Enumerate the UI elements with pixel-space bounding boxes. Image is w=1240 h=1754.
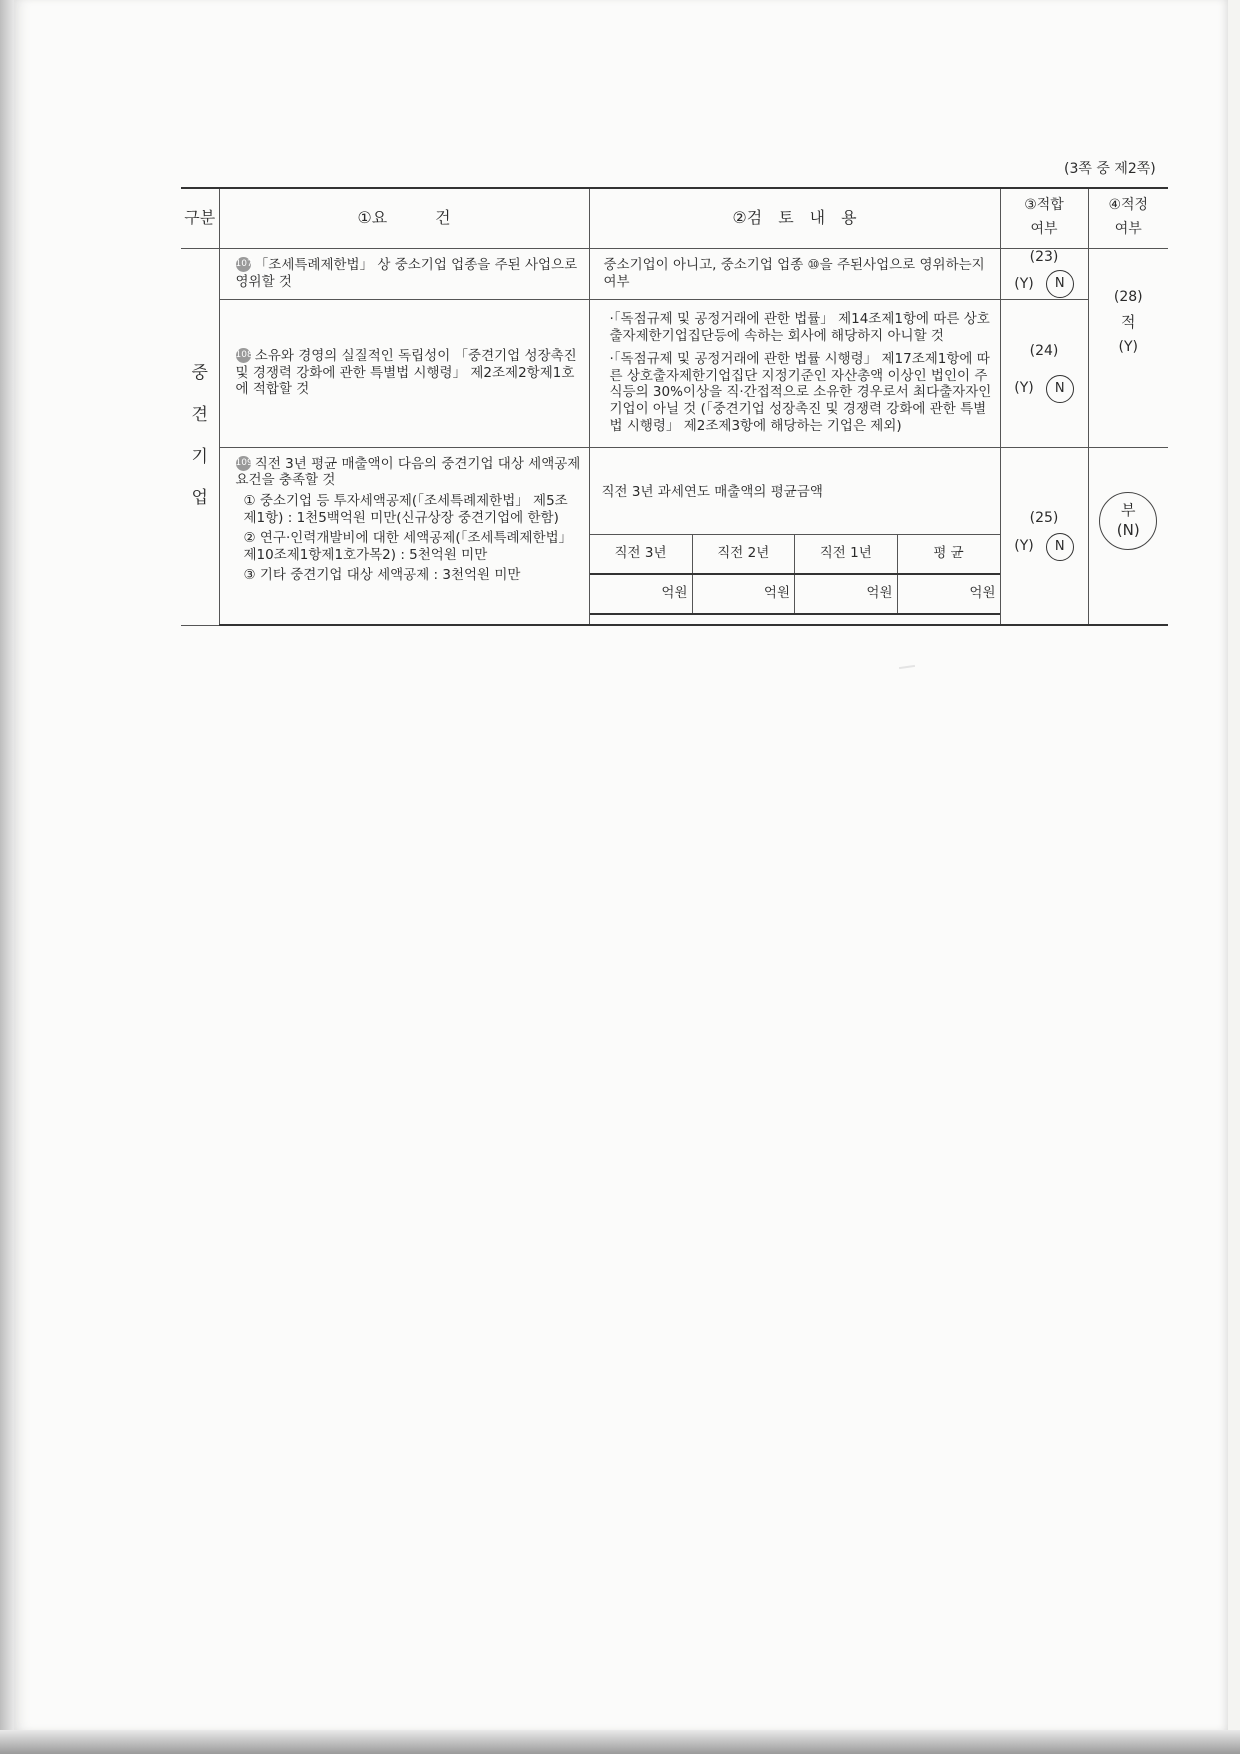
requirement-sub-item: ① 중소기업 등 투자세액공제(「조세특례제한법」 제5조제1항) : 1천5백억원 미만(신규상장 중견기업에 한함) [243, 493, 568, 527]
proper-no-circled[interactable]: 부 (N) [1099, 492, 1157, 550]
no-option-circled[interactable]: N [1046, 533, 1074, 561]
review-109 [589, 447, 1000, 625]
proper-no-cell [1088, 447, 1168, 625]
sales-value-field[interactable]: 억원 [795, 574, 898, 614]
review-108 [589, 299, 1000, 447]
item-number-107: 107 [236, 257, 251, 272]
ref-24: (24) [1029, 343, 1059, 360]
proper-value: 적 [1121, 313, 1136, 331]
ref-23: (23) [1029, 248, 1059, 265]
page-number: (3쪽 중 제2쪽) [1064, 161, 1156, 177]
ref-28: (28) [1113, 288, 1143, 305]
review-107: 중소기업이 아니고, 중소기업 업종 ⑩을 주된사업으로 영위하는지 여부 [589, 248, 1000, 299]
binding-shadow [0, 0, 14, 1754]
requirement-108: 108 소유와 경영의 실질적인 독립성이 「중견기업 성장촉진 및 경쟁력 강화에 관한 특별법 시행령」 제2조제2항제1호에 적합할 것 [219, 299, 589, 447]
header-category: 구분 [181, 188, 219, 248]
header-fit: ③적합 여부 [1000, 188, 1088, 248]
requirement-109: 109 직전 3년 평균 매출액이 다음의 중견기업 대상 세액공제 요건을 충족할 것 ① 중소기업 등 투자세액공제(「조세특례제한법」 제5조제1항) : 1천5백억원 미만(신규상장 중견기업에 한함) ② 연구·인력개발비에 대한 세액공제(「조세특례제한법」 제10조제1항제1호가목2) : 5천억원 미만 ③ 기타 중견기업 대상 세액공제 : 3천억원 미만 [219, 447, 589, 625]
sales-header: 직전 3년 [590, 534, 693, 574]
scan-edge [0, 1730, 1240, 1754]
header-proper: ④적정 여부 [1088, 188, 1168, 248]
fit-109 [1000, 447, 1088, 625]
yes-option[interactable]: (Y) [1014, 380, 1034, 396]
sales-table [590, 534, 1000, 615]
category-label: 중견기업 [191, 363, 208, 509]
review-109-text: 직전 3년 과세연도 매출액의 평균금액 [601, 483, 823, 500]
requirement-sub-item: ③ 기타 중견기업 대상 세액공제 : 3천억원 미만 [243, 566, 521, 583]
fit-107 [1000, 248, 1088, 299]
requirement-107: 107 「조세특례제한법」 상 중소기업 업종을 주된 사업으로 영위할 것 [219, 248, 589, 299]
review-form-table [181, 187, 1168, 626]
no-option-circled[interactable]: N [1046, 270, 1074, 298]
no-option-circled[interactable]: N [1046, 375, 1074, 403]
yes-option[interactable]: (Y) [1014, 275, 1034, 292]
header-requirement: ①요 건 [219, 188, 589, 248]
item-number-109: 109 [236, 456, 251, 471]
category-cell [181, 248, 219, 625]
yes-option[interactable]: (Y) [1014, 538, 1034, 555]
sales-value-field[interactable]: 억원 [692, 574, 795, 614]
sales-value-field[interactable]: 억원 [897, 574, 1000, 614]
sales-header: 직전 1년 [795, 534, 898, 574]
proper-yes-cell [1088, 248, 1168, 447]
item-number-108: 108 [236, 348, 251, 363]
sales-header: 직전 2년 [692, 534, 795, 574]
sales-header: 평 균 [897, 534, 1000, 574]
requirement-sub-item: ② 연구·인력개발비에 대한 세액공제(「조세특례제한법」 제10조제1항제1호가목2) : 5천억원 미만 [243, 530, 573, 563]
proper-y: (Y) [1118, 339, 1138, 356]
header-review: ②검 토 내 용 [589, 188, 1000, 248]
sales-value-field[interactable]: 억원 [590, 574, 693, 614]
ref-25: (25) [1029, 509, 1059, 526]
review-item: ·「독점규제 및 공정거래에 관한 법률 시행령」 제17조제1항에 따른 상호출자제한기업집단 지정기준인 자산총액 이상인 법인이 주식등의 30%이상을 직·간접적으로 소유한 경우로서 최다출자자인 기업이 아닐 것 (「중견기업 성장촉진 및 경쟁력 강화에 관한 특별법 시행령」 제2조제3항에 해당하는 기업은 제외) [609, 350, 992, 435]
review-item: ·「독점규제 및 공정거래에 관한 법률」 제14조제1항에 따른 상호출자제한기업집단등에 속하는 회사에 해당하지 아니할 것 [609, 310, 990, 344]
fit-108 [1000, 299, 1088, 447]
